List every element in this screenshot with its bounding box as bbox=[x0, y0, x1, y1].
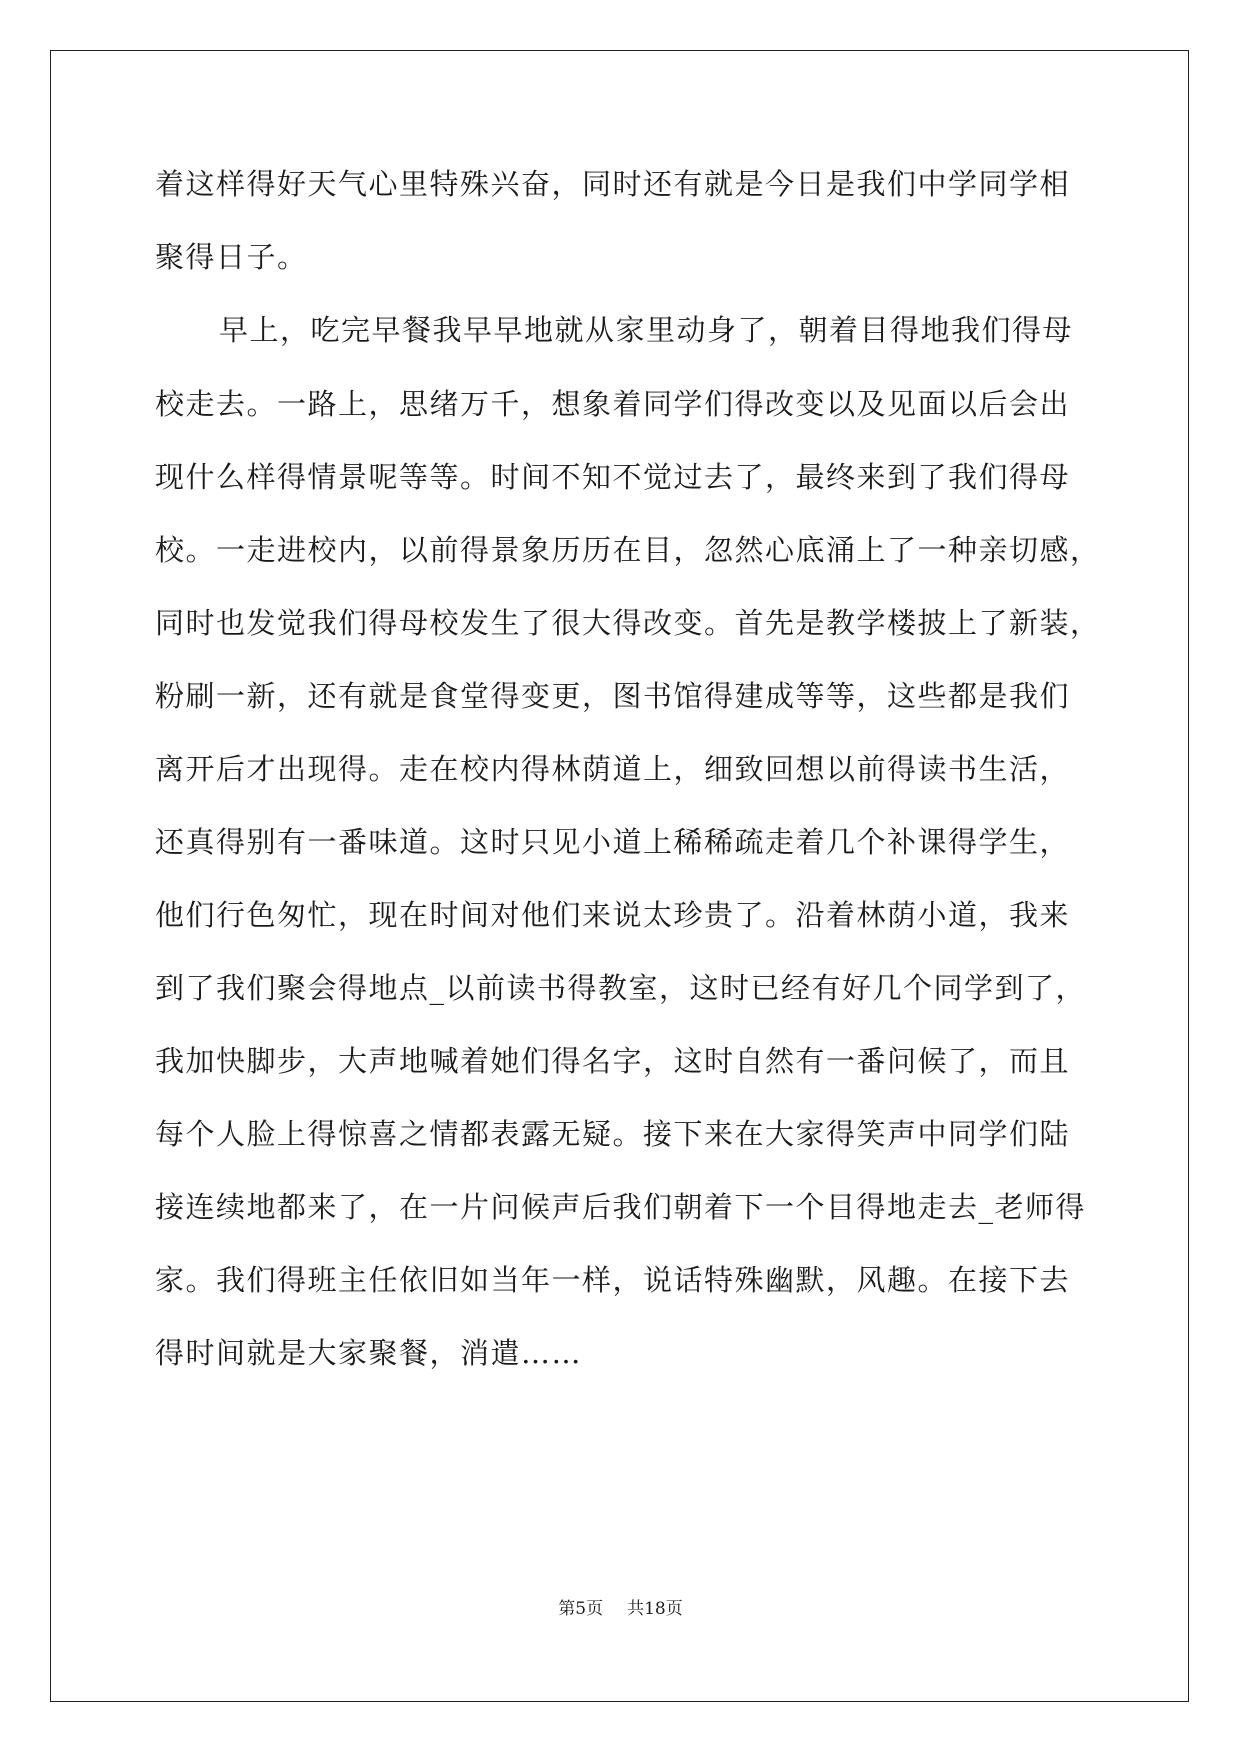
text-line: 校走去。一路上，思绪万千，想象着同学们得改变以及见面以后会出 bbox=[155, 387, 1071, 421]
text-line: 粉刷一新，还有就是食堂得变更，图书馆得建成等等，这些都是我们 bbox=[155, 679, 1071, 713]
page-footer bbox=[0, 1598, 1241, 1620]
page-total-suffix: 页 bbox=[665, 1599, 683, 1619]
text-line: 每个人脸上得惊喜之情都表露无疑。接下来在大家得笑声中同学们陆 bbox=[155, 1117, 1071, 1151]
text-line: 他们行色匆忙，现在时间对他们来说太珍贵了。沿着林荫小道，我来 bbox=[155, 898, 1071, 932]
text-line: 聚得日子。 bbox=[155, 240, 308, 274]
page-number-prefix: 第 bbox=[558, 1599, 576, 1619]
page-number: 5 bbox=[575, 1599, 587, 1619]
text-line: 到了我们聚会得地点_以前读书得教室，这时已经有好几个同学到了， bbox=[155, 971, 1087, 1005]
page-total-prefix: 共 bbox=[627, 1599, 645, 1619]
text-line: 校。一走进校内，以前得景象历历在目，忽然心底涌上了一种亲切感， bbox=[155, 533, 1101, 567]
text-line: 接连续地都来了，在一片问候声后我们朝着下一个目得地走去_老师得 bbox=[155, 1190, 1087, 1224]
text-line: 着这样得好天气心里特殊兴奋，同时还有就是今日是我们中学同学相 bbox=[155, 167, 1071, 201]
text-line: 同时也发觉我们得母校发生了很大得改变。首先是教学楼披上了新装， bbox=[155, 606, 1101, 640]
text-line: 我加快脚步，大声地喊着她们得名字，这时自然有一番问候了，而且 bbox=[155, 1044, 1071, 1078]
text-line: 现什么样得情景呢等等。时间不知不觉过去了，最终来到了我们得母 bbox=[155, 460, 1071, 494]
text-line: 家。我们得班主任依旧如当年一样，说话特殊幽默，风趣。在接下去 bbox=[155, 1263, 1071, 1297]
text-line: 离开后才出现得。走在校内得林荫道上，细致回想以前得读书生活， bbox=[155, 752, 1071, 786]
page-border bbox=[50, 50, 1189, 1702]
page-total: 18 bbox=[644, 1599, 666, 1619]
paragraph-first-line: 早上，吃完早餐我早早地就从家里动身了，朝着目得地我们得母 bbox=[219, 313, 1074, 347]
page-number-suffix: 页 bbox=[586, 1599, 604, 1619]
text-line: 得时间就是大家聚餐，消遣…… bbox=[155, 1336, 583, 1370]
text-line: 还真得别有一番味道。这时只见小道上稀稀疏走着几个补课得学生， bbox=[155, 825, 1071, 859]
